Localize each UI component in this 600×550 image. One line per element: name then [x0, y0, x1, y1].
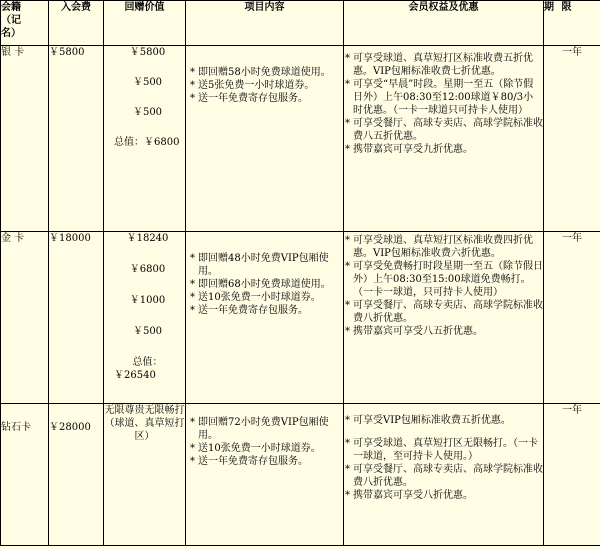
header-row	[1, 1, 600, 46]
gift-total: 总值：￥6800	[114, 137, 180, 148]
gift-value: ￥1000	[129, 295, 166, 306]
list-item: * 可享受球道、真草短打区无限畅打。（一卡一球道，至可持卡人使用。）	[345, 438, 538, 462]
list-item: * 可享受餐厅、高球专卖店、高球学院标准收费八折优惠。	[345, 300, 543, 324]
list-item: * 送一年免费寄存包服务。	[190, 93, 308, 104]
list-item: * 可享受餐厅、高球专卖店、高球学院标准收费八五折优惠。	[345, 118, 543, 142]
list-item: * 送5张免费一小时球道券。	[190, 80, 315, 91]
list-item: * 可享受免费畅打时段星期一至五（除节假日外）上午08:30至15:00球道免费畅打。（一卡一球道，只可持卡人使用）	[345, 261, 543, 298]
list-item: * 携带嘉宾可享受八五折优惠。	[345, 326, 483, 337]
gift-total-label: 总值：	[132, 357, 163, 368]
period: 一年	[544, 232, 600, 404]
list-item: * 可享受球道、真草短打区标准收费四折优惠。VIP包厢标准收费六折优惠。	[345, 235, 533, 259]
header-card: 会籍 （记 名）	[1, 1, 49, 46]
entry-fee: ￥5800	[49, 46, 104, 232]
entry-fee: ￥28000	[49, 404, 104, 546]
header-benefits: 会员权益及优惠	[344, 1, 544, 46]
period: 一年	[544, 404, 600, 546]
list-item: * 即回赠48小时免费VIP包厢使用。	[190, 253, 329, 277]
list-item: * 即回赠72小时免费VIP包厢使用。	[190, 417, 329, 441]
period: 一年	[544, 46, 600, 232]
item-content	[186, 404, 344, 546]
gift-value: ￥500	[132, 77, 163, 88]
list-item: * 可享受餐厅、高球专卖店、高球学院标准收费八折优惠。	[345, 464, 543, 488]
card-name: 银 卡	[1, 46, 49, 232]
header-content: 项目内容	[186, 1, 344, 46]
list-item: * 送10张免费一小时球道券。	[190, 443, 321, 454]
benefits	[344, 46, 544, 232]
table-row-diamond	[1, 404, 600, 546]
list-item: * 可享受VIP包厢标准收费五折优惠。	[345, 415, 511, 426]
list-item: * 即回赠68小时免费球道使用。	[190, 279, 331, 290]
entry-fee: ￥18000	[49, 232, 104, 404]
gift-value: ￥18240	[126, 233, 169, 244]
item-content	[186, 46, 344, 232]
table-row-gold	[1, 232, 600, 404]
list-item: * 携带嘉宾可享受八折优惠。	[345, 490, 473, 501]
list-item: * 送一年免费寄存包服务。	[190, 305, 308, 316]
card-name: 钻石卡	[1, 404, 49, 546]
benefits	[344, 404, 544, 546]
gift-values	[104, 46, 186, 232]
gift-total-value: ￥26540	[114, 370, 156, 381]
gift-value: ￥500	[132, 326, 163, 337]
gift-values	[104, 232, 186, 404]
card-name: 金 卡	[1, 232, 49, 404]
gift-value: ￥6800	[129, 264, 166, 275]
header-gift-value: 回赠价值	[104, 1, 186, 46]
list-item: * 可享受球道、真草短打区标准收费五折优惠。VIP包厢标准收费七折优惠。	[345, 53, 533, 77]
list-item: * 可享受“早晨”时段。星期一至五（除节假日外）上午08:30至12:00球道￥80/3小时优惠。（一卡一球道只可持卡人使用）	[345, 79, 534, 116]
list-item: * 送10张免费一小时球道券。	[190, 292, 321, 303]
list-item: * 携带嘉宾可享受九折优惠。	[345, 144, 473, 155]
table-row-silver	[1, 46, 600, 232]
item-content	[186, 232, 344, 404]
gift-value: ￥5800	[129, 47, 166, 58]
header-period: 期 限	[544, 1, 600, 46]
list-item: * 送一年免费寄存包服务。	[190, 456, 308, 467]
list-item: * 即回赠58小时免费球道使用。	[190, 67, 331, 78]
gift-text: 无限尊贵无限畅打（球道、真草短打区）	[104, 404, 186, 546]
benefits	[344, 232, 544, 404]
gift-value: ￥500	[132, 107, 163, 118]
header-fee: 入会费	[49, 1, 104, 46]
